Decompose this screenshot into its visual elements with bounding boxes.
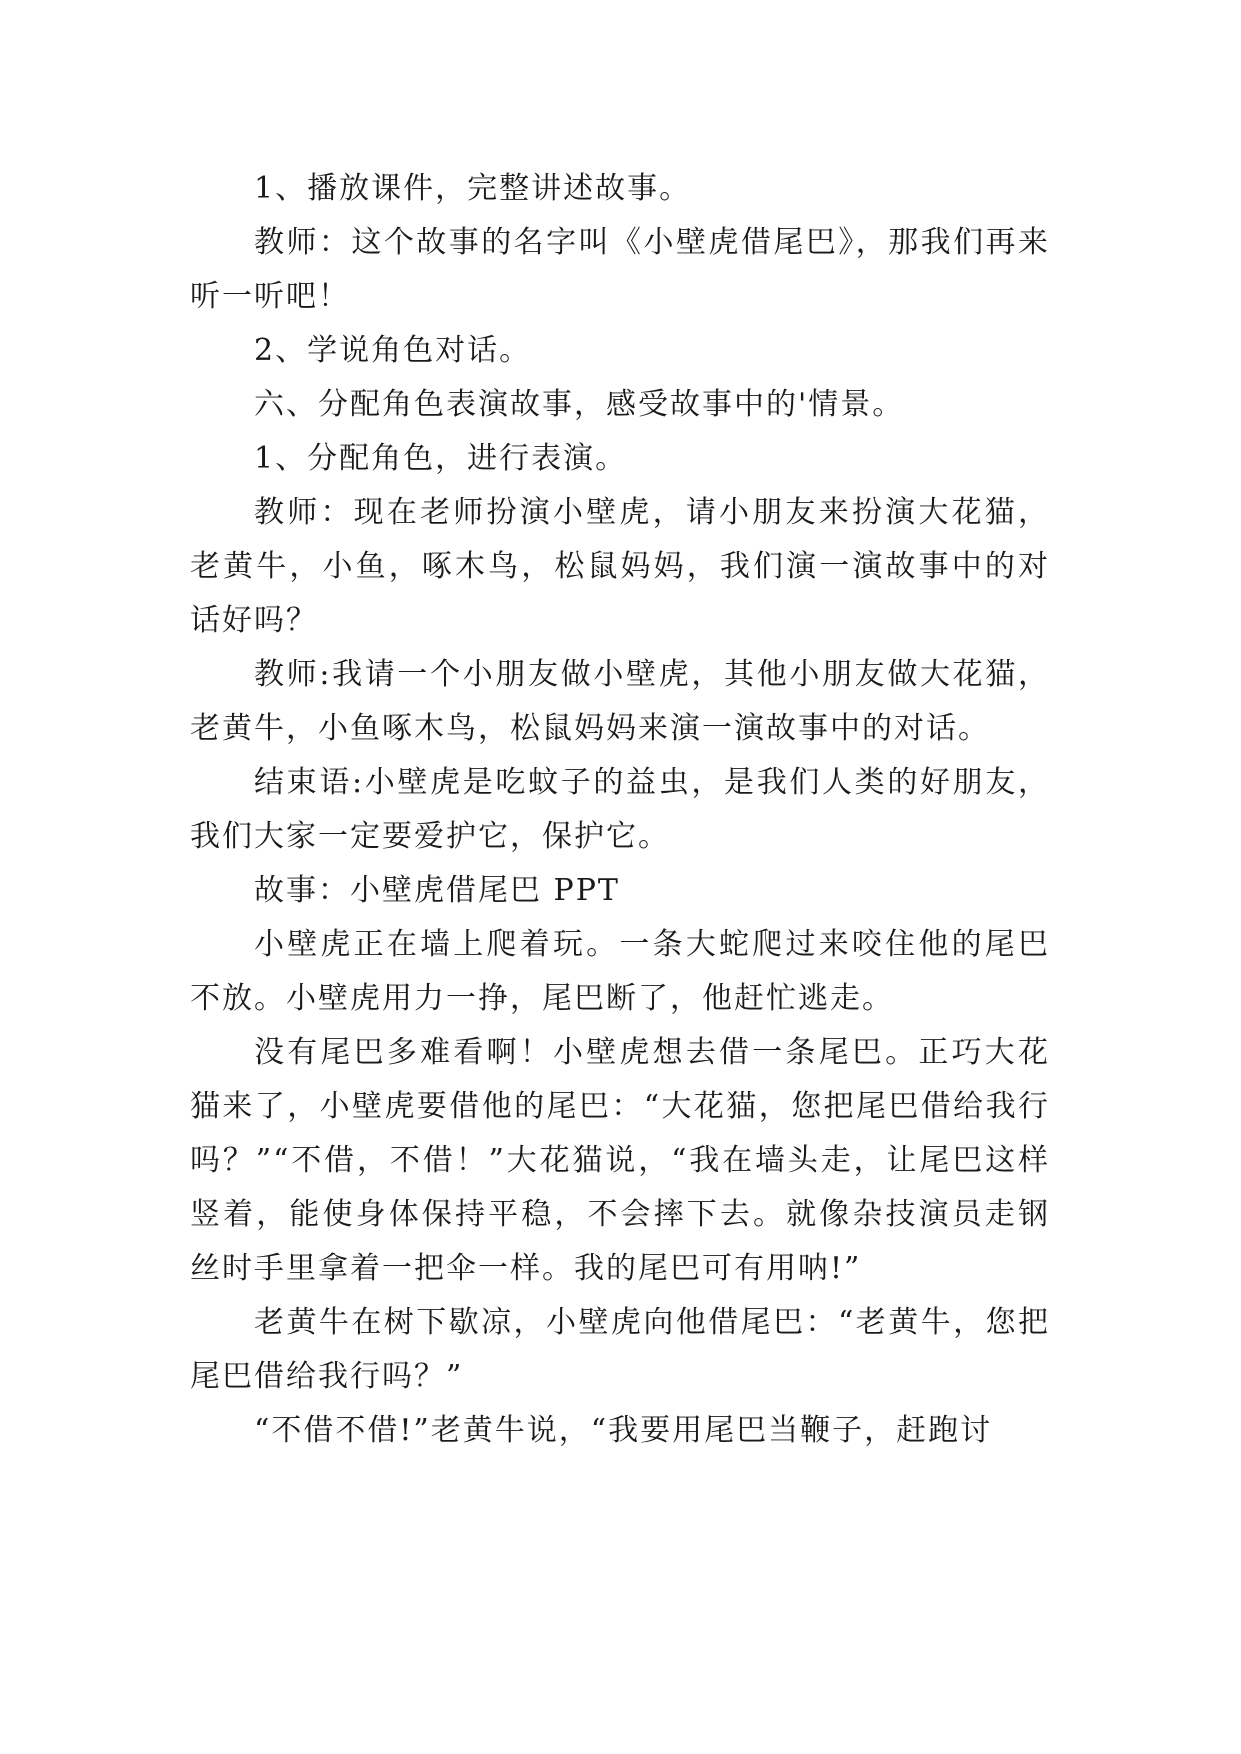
paragraph-4: 六、分配角色表演故事，感受故事中的'情景。	[254, 387, 905, 422]
paragraph-11: 没有尾巴多难看啊！小壁虎想去借一条尾巴。正巧大花猫来了，小壁虎要借他的尾巴：“大花猫，您把尾巴借给我行吗？”“不借，不借！”大花猫说，“我在墙头走，让尾巴这样竖着，能使身体保持平稳，不会摔下去。就像杂技演员走钢丝时手里拿着一把伞一样。我的尾巴可有用呐!”	[190, 1035, 1050, 1286]
paragraph-2: 教师：这个故事的名字叫《小壁虎借尾巴》，那我们再来听一听吧！	[190, 225, 1050, 314]
paragraph-1: 1、播放课件，完整讲述故事。	[254, 171, 692, 206]
document-body	[190, 162, 1050, 1458]
paragraph-13: “不借不借!”老黄牛说，“我要用尾巴当鞭子，赶跑讨	[254, 1413, 993, 1448]
paragraph-9: 故事：小壁虎借尾巴 PPT	[254, 873, 620, 908]
paragraph-3: 2、学说角色对话。	[254, 333, 532, 368]
paragraph-7: 教师:我请一个小朋友做小壁虎，其他小朋友做大花猫，老黄牛，小鱼啄木鸟，松鼠妈妈来演一演故事中的对话。	[190, 657, 1050, 746]
paragraph-5: 1、分配角色，进行表演。	[254, 441, 628, 476]
paragraph-12: 老黄牛在树下歇凉，小壁虎向他借尾巴：“老黄牛，您把尾巴借给我行吗？”	[190, 1305, 1050, 1394]
paragraph-8: 结束语:小壁虎是吃蚊子的益虫，是我们人类的好朋友，我们大家一定要爱护它，保护它。	[190, 765, 1050, 854]
paragraph-10: 小壁虎正在墙上爬着玩。一条大蛇爬过来咬住他的尾巴不放。小壁虎用力一挣，尾巴断了，他赶忙逃走。	[190, 927, 1050, 1016]
paragraph-6: 教师：现在老师扮演小壁虎，请小朋友来扮演大花猫，老黄牛，小鱼，啄木鸟，松鼠妈妈，我们演一演故事中的对话好吗？	[190, 495, 1050, 638]
